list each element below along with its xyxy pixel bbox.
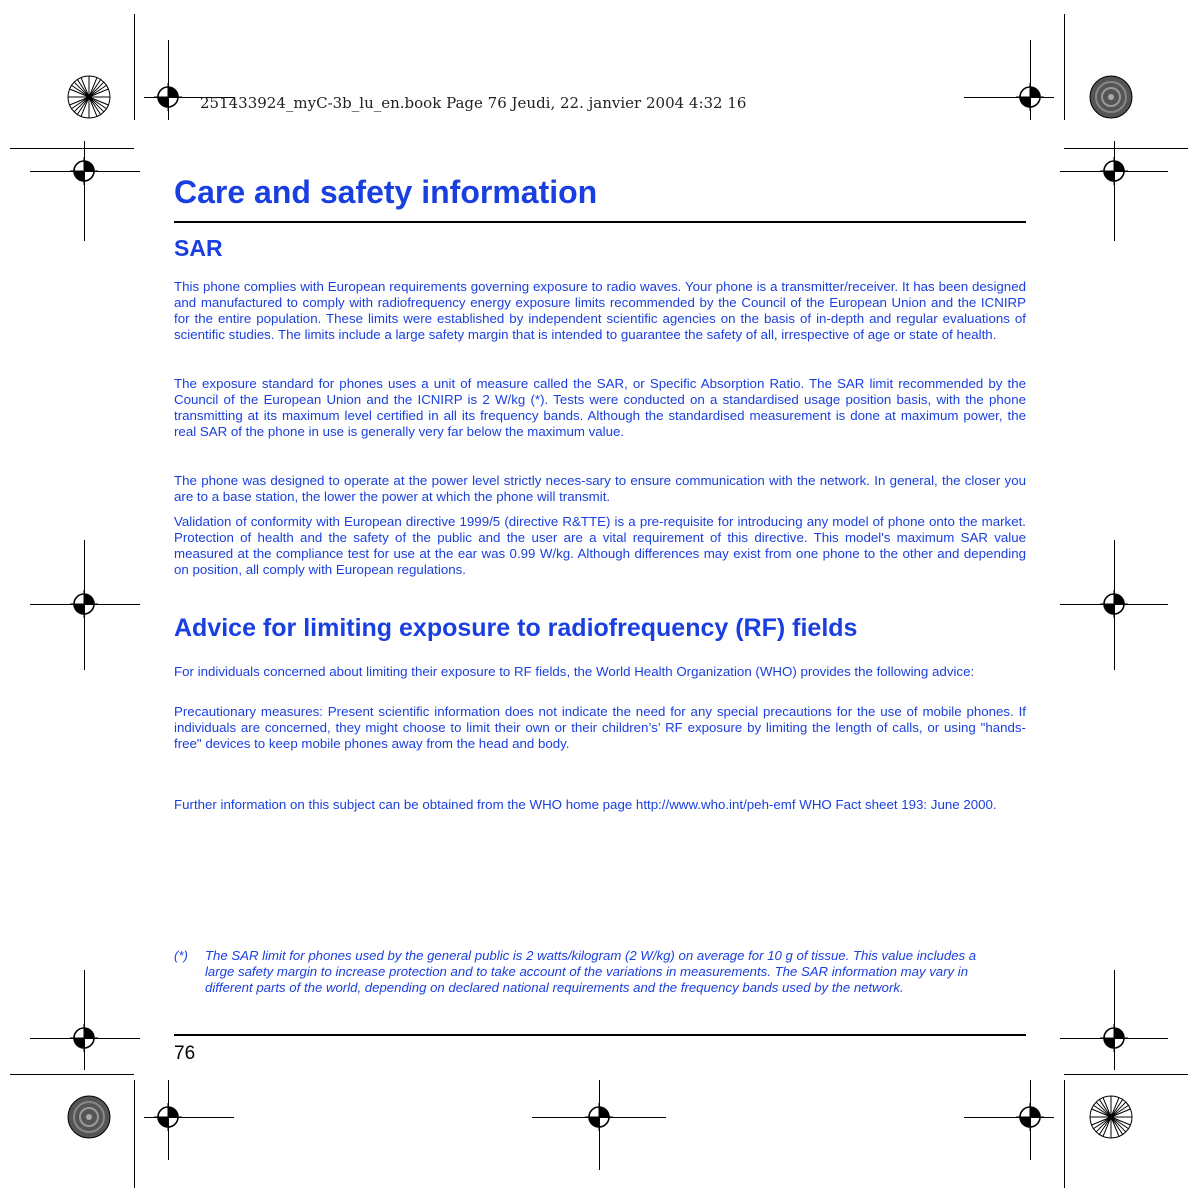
footer-divider <box>174 1034 1026 1036</box>
registration-mark-icon <box>154 83 182 111</box>
sunburst-mark-icon <box>66 74 112 120</box>
sar-paragraph: This phone complies with European requirements governing exposure to radio waves. Your phone is a transmitter/receiver. It has been designed and manufactured to comply with radiofrequency energy exposure limits recommended by the Council of the European Union and the ICNIRP for the entire population. These limits were established by independent scientific agencies on the basis of in-depth and regular evaluations of scientific studies. The limits include a large safety margin that is intended to guarantee the safety of all, irrespective of age or state of health. <box>174 279 1026 342</box>
registration-mark-icon <box>70 1024 98 1052</box>
sar-paragraph: Validation of conformity with European directive 1999/5 (directive R&TTE) is a pre-requisite for introducing any model of phone onto the market. Protection of health and the safety of the public and the user are a vital requirement of this directive. This model's maximum SAR value measured at the compliance test for use at the ear was 0.99 W/kg. Although differences may exist from one phone to the other and depending on position, all comply with European regulations. <box>174 514 1026 577</box>
sar-paragraph: The phone was designed to operate at the power level strictly neces-sary to ensure communication with the network. In general, the closer you are to a base station, the lower the power at which the phone will transmit. <box>174 473 1026 504</box>
registration-mark-icon <box>1100 1024 1128 1052</box>
crop-line <box>1114 141 1115 241</box>
registration-mark-icon <box>1100 157 1128 185</box>
sunburst-mark-icon <box>66 1094 112 1140</box>
registration-mark-icon <box>1016 83 1044 111</box>
registration-mark-icon <box>1016 1103 1044 1131</box>
registration-mark-icon <box>70 157 98 185</box>
crop-line <box>84 141 85 241</box>
crop-line <box>10 148 134 149</box>
sunburst-mark-icon <box>1088 1094 1134 1140</box>
title-divider <box>174 221 1026 223</box>
crop-line <box>10 1074 134 1075</box>
sunburst-mark-icon <box>1088 74 1134 120</box>
footnote-text: The SAR limit for phones used by the general public is 2 watts/kilogram (2 W/kg) on average for 10 g of tissue. This value includes a large safety margin to increase protection and to take account of the variations in measurements. The SAR information may vary in different parts of the world, depending on declared national requirements and the frequency bands used by the network. <box>205 948 977 995</box>
crop-line <box>134 1080 135 1188</box>
section-title-rf-advice: Advice for limiting exposure to radiofrequency (RF) fields <box>174 614 858 642</box>
crop-line <box>134 14 135 120</box>
footnote-mark: (*) <box>174 948 188 963</box>
registration-mark-icon <box>1100 590 1128 618</box>
page-number: 76 <box>174 1043 196 1064</box>
crop-line <box>84 970 85 1070</box>
page-title: Care and safety information <box>174 174 598 210</box>
rf-advice-paragraph: Further information on this subject can be obtained from the WHO home page http://www.who.int/peh-emf WHO Fact sheet 193: June 2000. <box>174 797 997 812</box>
registration-mark-icon <box>585 1103 613 1131</box>
sar-paragraph: The exposure standard for phones uses a unit of measure called the SAR, or Specific Absorption Ratio. The SAR limit recommended by the Council of the European Union and the ICNIRP is 2 W/kg (*). Tests were conducted on a standardised usage position basis, with the phone transmitting at its maximum level certified in all its frequency bands. Although the standardised measurement is done at maximum power, the real SAR of the phone in use is generally very far below the maximum value. <box>174 376 1026 439</box>
book-header-slug: 251433924_myC-3b_lu_en.book Page 76 Jeudi, 22. janvier 2004 4:32 16 <box>200 94 747 112</box>
crop-line <box>1064 1080 1065 1188</box>
registration-mark-icon <box>70 590 98 618</box>
crop-line <box>1064 148 1188 149</box>
registration-mark-icon <box>154 1103 182 1131</box>
rf-advice-paragraph: Precautionary measures: Present scientific information does not indicate the need for any special precautions for the use of mobile phones. If individuals are concerned, they might choose to limit their own or their children’s’ RF exposure by limiting the length of calls, or using "hands-free" devices to keep mobile phones away from the head and body. <box>174 704 1026 751</box>
section-title-sar: SAR <box>174 235 223 261</box>
crop-line <box>1114 970 1115 1070</box>
crop-line <box>1064 1074 1188 1075</box>
crop-line <box>1064 14 1065 120</box>
rf-advice-paragraph: For individuals concerned about limiting their exposure to RF fields, the World Health Organization (WHO) provides the following advice: <box>174 664 975 679</box>
